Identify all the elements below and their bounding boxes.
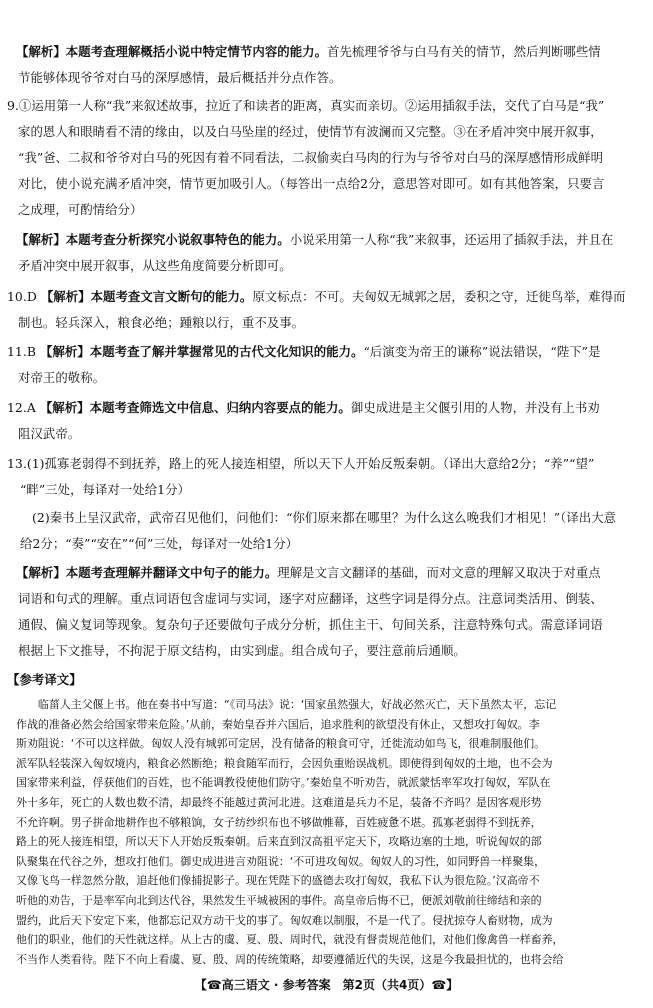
ref-line-10: 又像飞鸟一样忽然分散，追赶他们像捕捉影子。现在凭陛下的盛德去攻打匈奴，我私下认为很危险。’汉高帝不 bbox=[16, 874, 540, 888]
q10-head: 10.D bbox=[7, 289, 37, 304]
q13-line-1: 13.(1)孤寡老弱得不到抚养，路上的死人接连相望，所以天下人开始反叛秦朝。（译出大意给2分；“养”“望” bbox=[7, 456, 595, 471]
q12-line-1 bbox=[7, 400, 600, 416]
q13-analysis-line-1 bbox=[16, 565, 601, 581]
phone-icon-right: ☎ bbox=[431, 978, 447, 992]
ref-line-12: 盟约，此后天下安定下来，他都忘记双方动干戈的事了。匈奴难以制服，不是一代了。侵扰掠夺人畜财物，成为 bbox=[16, 913, 553, 927]
footer-bracket-right: 】 bbox=[446, 978, 459, 992]
page-footer bbox=[0, 976, 653, 993]
q12-analysis-tag: 【解析】 bbox=[39, 400, 90, 415]
ref-line-14: 不当作人类看待。陛下不向上看虞、夏、殷、周的传统策略，却要遵循近代的失误，这是今我最担忧的，也将会给 bbox=[16, 952, 564, 966]
ref-line-3: 斯劝阻说：‘不可以这样做。匈奴人没有城郭可定居，没有储备的粮食可守，迁徙流动如鸟飞，很难制服他们。 bbox=[16, 737, 546, 751]
q13-line-4: 给2分；“奏”“安在”“何”三处，每译对一处给1分） bbox=[20, 536, 299, 551]
q9-analysis-tag: 【解析】 bbox=[16, 232, 66, 247]
ref-line-9: 队聚集在代谷之外，想攻打他们。御史成进进言劝阻说：‘不可进攻匈奴。匈奴人的习性，如同野兽一样聚集， bbox=[16, 854, 546, 868]
q10-rest-1: 原文标点：不可。夫匈奴无城郭之居，委积之守，迁徙鸟举，难得而 bbox=[252, 289, 626, 304]
q13-analysis-line-4: 根据上下文推导，不拘泥于原文结构，由实到虚。组合成句子，要注意前后通顺。 bbox=[18, 643, 466, 658]
q11-head: 11.B bbox=[7, 344, 37, 359]
q11-analysis-bold: 本题考查了解并掌握常见的古代文化知识的能力。 bbox=[89, 344, 364, 359]
q10-analysis-tag: 【解析】 bbox=[40, 289, 91, 304]
q9-analysis-line-2: 矛盾冲突中展开叙事，从这些角度简要分析即可。 bbox=[18, 258, 292, 273]
q13-analysis-bold: 本题考查理解并翻译文中句子的能力。 bbox=[65, 565, 278, 580]
footer-bracket-left: 【 bbox=[194, 978, 207, 992]
ref-line-13: 他们的职业，他们的天性就这样。从上古的虞、夏、殷、周时代，就没有督责规范他们，对他们像禽兽一样畜养， bbox=[16, 933, 564, 947]
q12-head: 12.A bbox=[7, 400, 36, 415]
ref-line-11: 听他的劝告，于是率军向北到达代谷，果然发生平城被困的事件。高皇帝后悔不已，便派刘敬前往缔结和亲的 bbox=[16, 894, 542, 907]
q13-analysis-line-2: 词语和句式的理解。重点词语包含虚词与实词，逐字对应翻译，这些字词是得分点。注意词类活用、倒装、 bbox=[18, 591, 603, 606]
q8-analysis-bold: 本题考查理解概括小说中特定情节内容的能力。 bbox=[65, 44, 328, 59]
q9-line-4: 对比，使小说充满矛盾冲突，情节更加吸引人。（每答出一点给2分，意思答对即可。如有其他答案，只要言 bbox=[18, 176, 605, 191]
q11-rest-1: “后演变为帝王的谦称”说法错误，“陛下”是 bbox=[363, 344, 601, 359]
q9-line-1: 9.①运用第一人称“我”来叙述故事，拉近了和读者的距离，真实而亲切。②运用插叙手法，交代了白马是“我” bbox=[7, 98, 605, 113]
q8-analysis-line-2: 节能够体现爷爷对白马的深厚感情，最后概括并分点作答。 bbox=[18, 70, 342, 85]
ref-line-2: 作战的准备必然会给国家带来危险。’从前，秦始皇吞并六国后，追求胜利的欲望没有休止，又想攻打匈奴。李 bbox=[16, 717, 540, 731]
ref-heading: 【参考译文】 bbox=[7, 672, 82, 687]
phone-icon: ☎ bbox=[206, 978, 222, 992]
ref-line-1: 临菑人主父偃上书。他在奏书中写道：“《司马法》说：‘国家虽然强大，好战必然灭亡，天下虽然太平，忘记 bbox=[16, 698, 557, 711]
q12-analysis-bold: 本题考查筛选文中信息、归纳内容要点的能力。 bbox=[89, 400, 351, 415]
q9-line-3: “我”爸、二叔和爷爷对白马的死因有着不同看法，二叔偷卖白马肉的行为与爷爷对白马的深厚感情形成鲜明 bbox=[18, 150, 604, 165]
q8-analysis-line-1 bbox=[16, 44, 601, 60]
q10-line-2: 制也。轻兵深入，粮食必绝；踵粮以行，重不及事。 bbox=[18, 315, 305, 330]
q12-line-2: 阻汉武帝。 bbox=[18, 426, 81, 441]
q13-analysis-rest-1: 理解是文言文翻译的基础，而对文意的理解又取决于对重点 bbox=[277, 565, 601, 580]
q11-analysis-tag: 【解析】 bbox=[40, 344, 90, 359]
q10-analysis-bold: 本题考查文言文断句的能力。 bbox=[90, 289, 253, 304]
q8-analysis-tag: 【解析】 bbox=[16, 44, 66, 59]
q11-line-1 bbox=[7, 344, 601, 360]
q13-line-2: “畔”三处，每译对一处给1分） bbox=[20, 482, 190, 497]
q13-analysis-line-3: 通假、偏义复词等现象。复杂句子还要做句子成分分析，抓住主干、句间关系，注意特殊句式。需意译词语 bbox=[18, 617, 603, 632]
q10-line-1 bbox=[7, 289, 626, 305]
ref-line-8: 路上的死人接连相望，所以天下人开始反叛秦朝。后来直到汉高祖平定天下，攻略边塞的土地，听说匈奴的部 bbox=[16, 835, 542, 849]
q8-analysis-rest-1: 首先梳理爷爷与白马有关的情节，然后判断哪些情 bbox=[327, 44, 601, 59]
q9-line-5: 之成理，可酌情给分） bbox=[18, 202, 143, 217]
footer-text: 高三语文 · 参考答案 第2页（共4页） bbox=[221, 978, 432, 992]
ref-line-6: 外十多年，死亡的人数也数不清，却最终不能越过黄河北进。这难道是兵力不足，装备不齐吗？是因客观形势 bbox=[16, 796, 542, 809]
q13-analysis-tag: 【解析】 bbox=[16, 565, 66, 580]
ref-line-4: 派军队轻装深入匈奴境内，粮食必然断绝；粮食随军而行，会因负重贻误战机。即使得到匈奴的土地，也不会为 bbox=[16, 756, 553, 770]
q9-analysis-bold: 本题考查分析探究小说叙事特色的能力。 bbox=[65, 232, 290, 247]
ref-line-5: 国家带来利益，俘获他们的百姓，也不能调教役使他们防守。’秦始皇不听劝告，就派蒙恬率军攻打匈奴，军队在 bbox=[16, 776, 551, 790]
q11-line-2: 对帝王的敬称。 bbox=[18, 370, 106, 385]
q12-rest-1: 御史成进是主父偃引用的人物，并没有上书劝 bbox=[350, 400, 600, 415]
q9-line-2: 家的恩人和眼睛看不清的缘由，以及白马坠崖的经过，使情节有波澜而又完整。③在矛盾冲突中展开叙事， bbox=[18, 124, 603, 139]
ref-line-7: 不允许啊。男子拼命地耕作也不够粮饷，女子纺纱织布也不够做帷幕，百姓疲惫不堪。孤寡老弱得不到抚养， bbox=[16, 815, 542, 829]
q9-analysis-rest-1: 小说采用第一人称“我”来叙事，还运用了插叙手法，并且在 bbox=[289, 232, 614, 247]
q9-analysis-line-1 bbox=[16, 232, 614, 248]
q13-line-3: (2)秦书上呈汉武帝，武帝召见他们，问他们：“你们原来都在哪里？为什么这么晚我们才相见！”（译出大意 bbox=[32, 510, 617, 525]
